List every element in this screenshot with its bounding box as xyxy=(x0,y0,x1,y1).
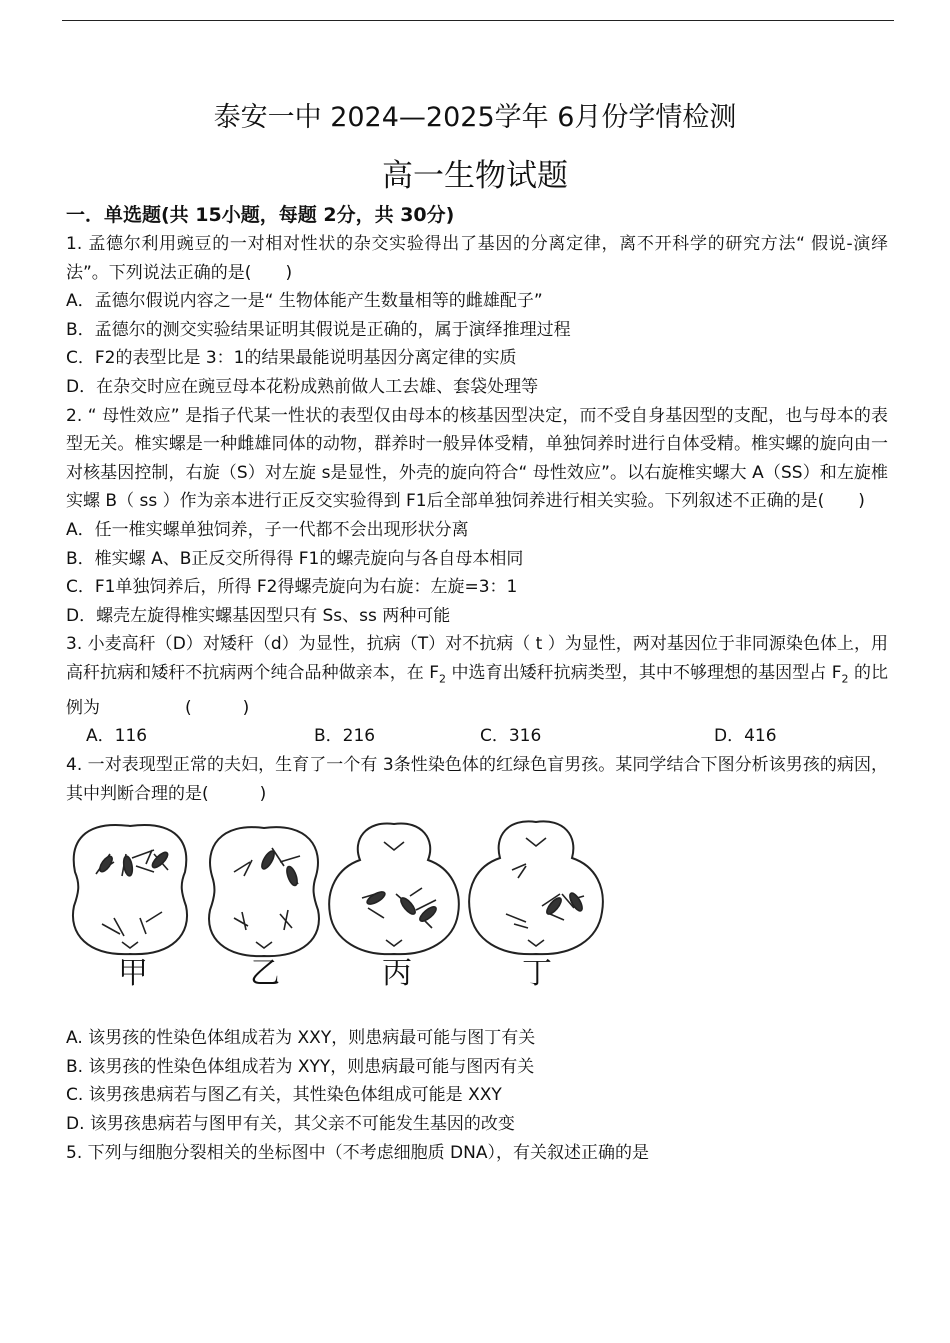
exam-subject-title: 高一生物试题 xyxy=(382,158,568,194)
q2-option-b: B．椎实螺 A、B正反交所得得 F1的螺壳旋向与各自母本相同 xyxy=(66,548,524,569)
q5-stem: 5. 下列与细胞分裂相关的坐标图中（不考虑细胞质 DNA），有关叙述正确的是 xyxy=(66,1142,649,1163)
q3-option-b: B．216 xyxy=(314,726,376,747)
header-rule xyxy=(62,20,894,21)
cell-ding-outline xyxy=(469,822,603,955)
cell-division-drawings xyxy=(66,814,888,964)
q2-option-a: A．任一椎实螺单独饲养，子一代都不会出现形状分离 xyxy=(66,519,469,540)
q2-stem: 2. “ 母性效应” 是指子代某一性状的表型仅由母本的核基因型决定，而不受自身基因型的支配，也与母本的表型无关。椎实螺是一种雌雄同体的动物，群养时一般异体受精，单独饲养时进行自体受精。椎实螺的旋向由一对核基因控制，右旋（S）对左旋 s是显性，外壳的旋向符合“ 母性效应”。以右旋椎实螺大 A（SS）和左旋椎实螺 B（ ss ）作为亲本进行正反交实验得到 F1后全部单独饲养进行相关实验。下列叙述不正确的是( ) xyxy=(66,405,888,512)
q2-option-c: C．F1单独饲养后，所得 F2得螺壳旋向为右旋：左旋=3：1 xyxy=(66,577,518,598)
q1-stem: 1. 孟德尔利用豌豆的一对相对性状的杂交实验得出了基因的分离定律，离不开科学的研究方法“ 假说-演绎法”。下列说法正确的是( ) xyxy=(66,234,888,283)
q1-option-d: D．在杂交时应在豌豆母本花粉成熟前做人工去雄、套袋处理等 xyxy=(66,376,539,397)
cell-jia-outline xyxy=(73,825,187,954)
cell-bing-outline xyxy=(329,824,459,955)
q4-option-a: A. 该男孩的性染色体组成若为 XXY，则患病最可能与图丁有关 xyxy=(66,1028,536,1049)
figure-label-jia: 甲 xyxy=(118,956,148,992)
q3-option-c: C．316 xyxy=(480,726,542,747)
cell-yi-outline xyxy=(209,827,319,956)
q4-option-b: B. 该男孩的性染色体组成若为 XYY，则患病最可能与图丙有关 xyxy=(66,1056,535,1077)
cell-division-figure xyxy=(66,814,888,1024)
q1-option-a: A．孟德尔假说内容之一是“ 生物体能产生数量相等的雌雄配子” xyxy=(66,291,543,312)
q3-stem: 3. 小麦高秆（D）对矮秆（d）为显性，抗病（T）对不抗病（ t ）为显性，两对基因位于非同源染色体上，用高秆抗病和矮秆不抗病两个纯合品种做亲本，在 $F_2$ 中选育出矮秆抗病类型，其中不够理想的基因型占 $F_2$ 的比例为 ( ) xyxy=(66,634,888,718)
figure-label-yi: 乙 xyxy=(250,956,280,992)
section-heading: 一．单选题(共 15小题，每题 2分，共 30分) xyxy=(66,204,455,226)
q2-option-d: D．螺壳左旋得椎实螺基因型只有 Ss、ss 两种可能 xyxy=(66,605,451,626)
question-body xyxy=(66,230,888,1167)
q1-option-c: C．F2的表型比是 3：1的结果最能说明基因分离定律的实质 xyxy=(66,348,517,369)
figure-label-ding: 丁 xyxy=(522,956,552,992)
q1-option-b: B．孟德尔的测交实验结果证明其假说是正确的，属于演绎推理过程 xyxy=(66,319,571,340)
q4-stem: 4. 一对表现型正常的夫妇，生育了一个有 3条性染色体的红绿色盲男孩。某同学结合下图分析该男孩的病因，其中判断合理的是( ) xyxy=(66,755,888,804)
figure-label-bing: 丙 xyxy=(382,956,412,992)
q3-option-d: D．416 xyxy=(714,726,777,747)
q4-option-c: C. 该男孩患病若与图乙有关，其性染色体组成可能是 XXY xyxy=(66,1085,502,1106)
q3-options xyxy=(66,722,888,751)
exam-title: 泰安一中 2024—2025学年 6月份学情检测 xyxy=(213,102,737,133)
q3-option-a: A．116 xyxy=(86,726,148,747)
q4-option-d: D. 该男孩患病若与图甲有关，其父亲不可能发生基因的改变 xyxy=(66,1114,515,1135)
